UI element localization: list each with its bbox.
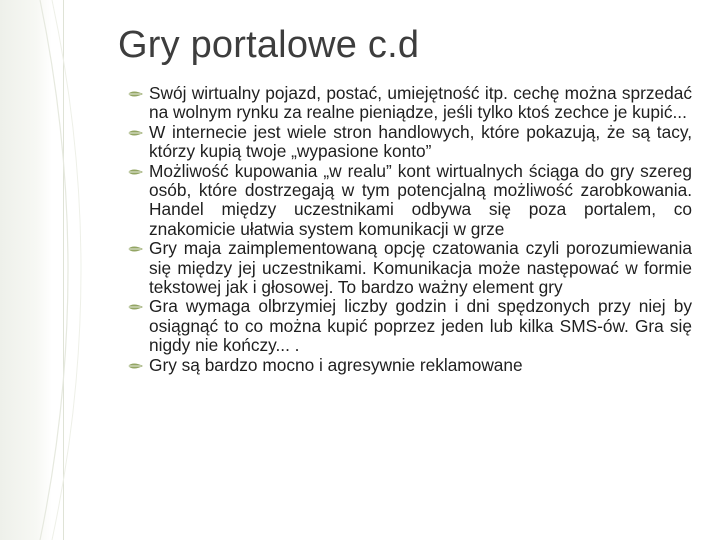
leaf-bullet-icon <box>127 302 144 312</box>
bullet-item <box>127 162 692 240</box>
leaf-bullet-icon <box>127 361 144 371</box>
bullet-item <box>127 356 692 375</box>
leaf-bullet-icon <box>127 244 144 254</box>
leaf-bullet-icon <box>127 167 144 177</box>
bullet-item <box>127 84 692 123</box>
slide-title: Gry portalowe c.d <box>118 24 420 66</box>
bullet-item <box>127 123 692 162</box>
bullet-text: Swój wirtualny pojazd, postać, umiejętność itp. cechę można sprzedać na wolnym rynku za realne pieniądze, jeśli tylko ktoś zechce je kupić... <box>149 83 692 123</box>
bullet-text: Gry maja zaimplementowaną opcję czatowania czyli porozumiewania się między jej uczestnikami. Komunikacja może następować w formie tekstowej jak i głosowej. To bardzo ważny element gry <box>149 238 692 298</box>
bullet-item <box>127 239 692 297</box>
leaf-bullet-icon <box>127 89 144 99</box>
bullet-text: Gry są bardzo mocno i agresywnie reklamowane <box>149 354 523 375</box>
bullet-text: W internecie jest wiele stron handlowych, które pokazują, że są tacy, którzy kupią twoje „wypasione konto” <box>149 121 692 162</box>
decorative-curves <box>0 0 120 540</box>
bullet-list <box>127 84 692 375</box>
bullet-item <box>127 297 692 355</box>
bullet-text: Gra wymaga olbrzymiej liczby godzin i dni spędzonych przy niej by osiągnąć to co można kupić poprzez jeden lub kilka SMS-ów. Gra się nigdy nie kończy... . <box>149 296 692 356</box>
bullet-text: Możliwość kupowania „w realu” kont wirtualnych ściąga do gry szereg osób, które dostrzegają w tym potencjalną możliwość zarobkowania. Handel między uczestnikami odbywa się poza portalem, co znakomicie ułatwia system komunikacji w grze <box>149 160 692 239</box>
leaf-bullet-icon <box>127 128 144 138</box>
